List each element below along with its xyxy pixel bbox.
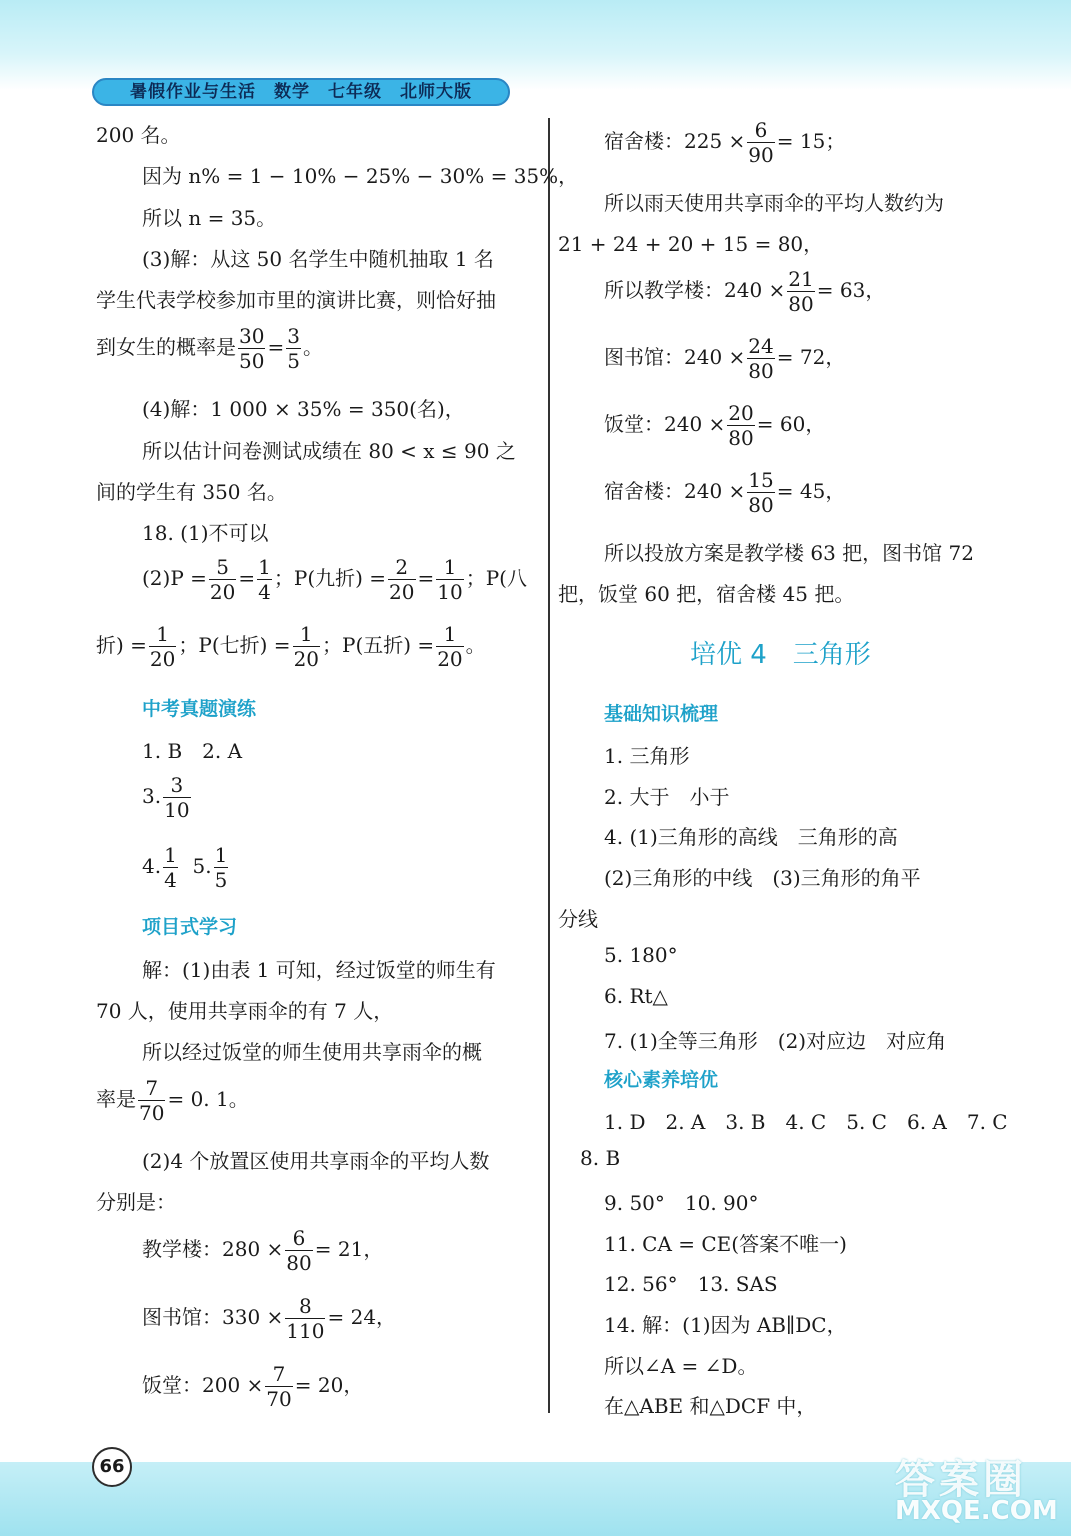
text-line: 因为 n% = 1 − 10% − 25% − 30% = 35%， <box>142 164 579 188</box>
fraction: $\frac{1}{4}$ <box>164 843 177 892</box>
fraction: $\frac{1}{20}$ <box>437 622 463 671</box>
text-line: 间的学生有 350 名。 <box>96 480 287 504</box>
fraction: $\frac{2}{20}$ <box>389 555 415 604</box>
text-line: 把，饭堂 60 把，宿舍楼 45 把。 <box>558 582 855 606</box>
fraction: $\frac{6}{90}$ <box>748 118 774 167</box>
top-band <box>0 0 1071 90</box>
fraction: $\frac{1}{4}$ <box>258 555 271 604</box>
text-line: 分线 <box>558 907 598 931</box>
text-line: 5. 180° <box>604 943 678 967</box>
fraction: $\frac{3}{5}$ <box>287 324 300 373</box>
text-line: 18. (1)不可以 <box>142 521 269 545</box>
text-line: 分别是： <box>96 1190 176 1214</box>
text-line: (2)P = $\frac{5}{20}$ = $\frac{1}{4}$ ；P(九折) = $\frac{2}{20}$ = $\frac{1}{10}$ ；P(八 <box>142 555 527 604</box>
text-line: 学生代表学校参加市里的演讲比赛，则恰好抽 <box>96 288 496 312</box>
text-line: 解：(1)由表 1 可知，经过饭堂的师生有 <box>142 958 496 982</box>
text-line: 所以估计问卷测试成绩在 80 < x ≤ 90 之 <box>142 439 516 463</box>
text-line: 到女生的概率是 $\frac{30}{50}$ = $\frac{3}{5}$ 。 <box>96 324 323 373</box>
fraction: $\frac{7}{70}$ <box>266 1362 292 1411</box>
text-line: 1. B 2. A <box>142 739 243 763</box>
text-line: 所以 n = 35。 <box>142 206 277 230</box>
fraction: $\frac{8}{110}$ <box>286 1294 325 1343</box>
watermark-logo: 答案圈 <box>895 1457 1027 1503</box>
text-line: 11. CA = CE(答案不唯一) <box>604 1232 847 1256</box>
text-line: 教学楼：280 × $\frac{6}{80}$ = 21， <box>142 1226 384 1275</box>
text-line: (3)解：从这 50 名学生中随机抽取 1 名 <box>142 247 494 271</box>
fraction: $\frac{7}{70}$ <box>139 1076 165 1125</box>
page-number: 66 <box>92 1447 132 1487</box>
fraction: $\frac{21}{80}$ <box>788 267 814 316</box>
section-heading: 项目式学习 <box>142 916 238 938</box>
text-line: 1. 三角形 <box>604 744 690 768</box>
fraction: $\frac{1}{20}$ <box>293 622 320 671</box>
text-line: 饭堂：240 × $\frac{20}{80}$ = 60， <box>604 401 826 450</box>
text-line: 宿舍楼：240 × $\frac{15}{80}$ = 45， <box>604 468 846 517</box>
text-line: 所以投放方案是教学楼 63 把，图书馆 72 <box>604 541 974 565</box>
text-line: 9. 50° 10. 90° <box>604 1191 759 1215</box>
text-line: 8. B <box>580 1146 621 1170</box>
fraction: $\frac{15}{80}$ <box>748 468 774 517</box>
fraction: $\frac{6}{80}$ <box>286 1226 312 1275</box>
fraction: $\frac{3}{10}$ <box>164 773 190 822</box>
fraction: $\frac{1}{5}$ <box>214 843 228 892</box>
text-line: 1. D 2. A 3. B 4. C 5. C 6. A 7. C <box>604 1110 1008 1134</box>
fraction: $\frac{5}{20}$ <box>209 555 236 604</box>
text-line: 图书馆：240 × $\frac{24}{80}$ = 72， <box>604 334 846 383</box>
text-line: 所以教学楼：240 × $\frac{21}{80}$ = 63， <box>604 267 886 316</box>
fraction: $\frac{24}{80}$ <box>748 334 774 383</box>
column-divider <box>548 118 550 1413</box>
text-line: 21 + 24 + 20 + 15 = 80， <box>558 232 824 256</box>
fraction: $\frac{20}{80}$ <box>728 401 754 450</box>
section-heading: 中考真题演练 <box>142 698 257 720</box>
text-line: 在△ABE 和△DCF 中， <box>604 1394 817 1418</box>
text-line: 14. 解：(1)因为 AB∥DC， <box>604 1313 847 1337</box>
text-line: 所以经过饭堂的师生使用共享雨伞的概 <box>142 1040 482 1064</box>
fraction: $\frac{1}{20}$ <box>149 622 176 671</box>
text-line: 70 人，使用共享雨伞的有 7 人， <box>96 999 394 1023</box>
text-line: 7. (1)全等三角形 (2)对应边 对应角 <box>604 1029 947 1053</box>
text-line: 率是 $\frac{7}{70}$ = 0. 1。 <box>96 1076 249 1125</box>
text-line: 所以∠A = ∠D。 <box>604 1354 758 1378</box>
text-line: 4. (1)三角形的高线 三角形的高 <box>604 825 898 849</box>
text-line: (2)三角形的中线 (3)三角形的角平 <box>604 866 921 890</box>
text-line: 宿舍楼：225 × $\frac{6}{90}$ = 15； <box>604 118 846 167</box>
fraction: $\frac{30}{50}$ <box>239 324 265 373</box>
text-line: 所以雨天使用共享雨伞的平均人数约为 <box>604 191 944 215</box>
text-line: 2. 大于 小于 <box>604 785 730 809</box>
text-line: 3. $\frac{3}{10}$ <box>142 773 190 822</box>
watermark-url: MXQE.COM <box>895 1496 1058 1526</box>
fraction: $\frac{1}{10}$ <box>437 555 463 604</box>
text-line: (4)解：1 000 × 35% = 350(名)， <box>142 397 465 421</box>
chapter-title: 培优 4 三角形 <box>690 640 871 670</box>
text-line: (2)4 个放置区使用共享雨伞的平均人数 <box>142 1149 490 1173</box>
text-line: 6. Rt△ <box>604 984 668 1008</box>
text-line: 200 名。 <box>96 123 181 147</box>
header-banner: 暑假作业与生活 数学 七年级 北师大版 <box>92 78 510 106</box>
text-line: 饭堂：200 × $\frac{7}{70}$ = 20， <box>142 1362 364 1411</box>
text-line: 图书馆：330 × $\frac{8}{110}$ = 24， <box>142 1294 397 1343</box>
section-heading: 基础知识梳理 <box>604 703 719 725</box>
text-line: 12. 56° 13. SAS <box>604 1272 778 1296</box>
text-line: 4. $\frac{1}{4}$ 5. $\frac{1}{5}$ <box>142 843 228 892</box>
section-heading: 核心素养培优 <box>604 1069 719 1091</box>
text-line: 折) = $\frac{1}{20}$ ；P(七折) = $\frac{1}{20}$ ；P(五折) = $\frac{1}{20}$ 。 <box>96 622 486 671</box>
